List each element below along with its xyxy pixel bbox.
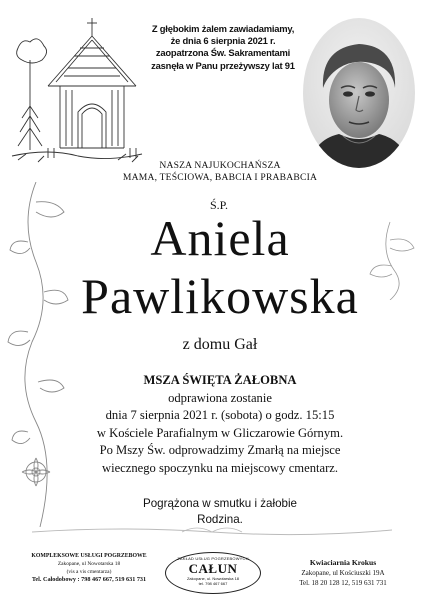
calun-logo-top: ZAKŁAD USŁUG POGRZEBOWYCH — [177, 556, 249, 561]
intro-line-4: zasnęła w Panu przeżywszy lat 91 — [151, 59, 295, 71]
mass-line-1: odprawiona zostanie — [168, 390, 272, 405]
funeral-home-phone: Tel. Całodobowy : 798 467 667, 519 631 731 — [31, 576, 147, 584]
mass-line-4: Po Mszy Św. odprowadzimy Zmarłą na miejsce — [99, 443, 341, 457]
florist-phone: Tel. 18 20 128 12, 519 631 731 — [299, 579, 387, 587]
deceased-first-name: Aniela — [150, 210, 290, 266]
relation-line-1: NASZA NAJUKOCHAŃSZA — [159, 160, 281, 171]
mass-line-5: wiecznego spoczynku na miejscowy cmentarz. — [101, 460, 339, 475]
mourning-line-1: Pogrążona w smutku i żałobie — [142, 497, 298, 510]
announcement-text — [143, 23, 303, 72]
calun-logo-address-1: Zakopane, ul. Nowotarska 18 — [186, 576, 240, 581]
funeral-home-name: KOMPLEKSOWE USŁUGI POGRZEBOWE — [31, 553, 147, 559]
calun-logo — [165, 552, 261, 594]
footer-divider — [32, 524, 392, 538]
mass-info — [60, 372, 380, 477]
mass-heading: MSZA ŚWIĘTA ŻAŁOBNA — [143, 373, 297, 387]
intro-line-3: zaopatrzona Św. Sakramentami — [155, 47, 291, 59]
intro-line-2: że dnia 6 sierpnia 2021 r. — [170, 35, 276, 47]
relation-line-2: MAMA, TEŚCIOWA, BABCIA I PRABABCIA — [122, 172, 318, 183]
mourning-line-2: Rodzina. — [197, 513, 243, 526]
funeral-home-note: (vis a vis cmentarza) — [66, 568, 112, 575]
chapel-illustration — [8, 8, 146, 168]
intro-line-1: Z głębokim żalem zawiadamiamy, — [151, 23, 295, 34]
florist-name: Kwiaciarnia Krokus — [309, 558, 377, 567]
mass-line-3: w Kościele Parafialnym w Gliczarowie Górnym. — [96, 425, 344, 440]
florist-info — [268, 558, 418, 588]
calun-logo-address-2: tel. 798 467 667 — [198, 581, 228, 586]
deceased-maiden-name: z domu Gał — [182, 336, 258, 353]
funeral-home-info — [6, 553, 172, 584]
mass-line-2: dnia 7 sierpnia 2021 r. (sobota) o godz. 15:15 — [105, 408, 335, 422]
calun-logo-name: CAŁUN — [188, 561, 238, 576]
florist-address: Zakopane, ul Kościuszki 19A — [301, 569, 385, 577]
relation-text — [100, 160, 340, 184]
deceased-last-name: Pawlikowska — [81, 268, 359, 324]
deceased-prefix: Ś.P. — [209, 198, 229, 212]
funeral-home-address: Zakopane, ul Nowotarska 18 — [57, 560, 121, 567]
calun-logo-address — [165, 576, 261, 586]
portrait-photo — [303, 18, 415, 168]
